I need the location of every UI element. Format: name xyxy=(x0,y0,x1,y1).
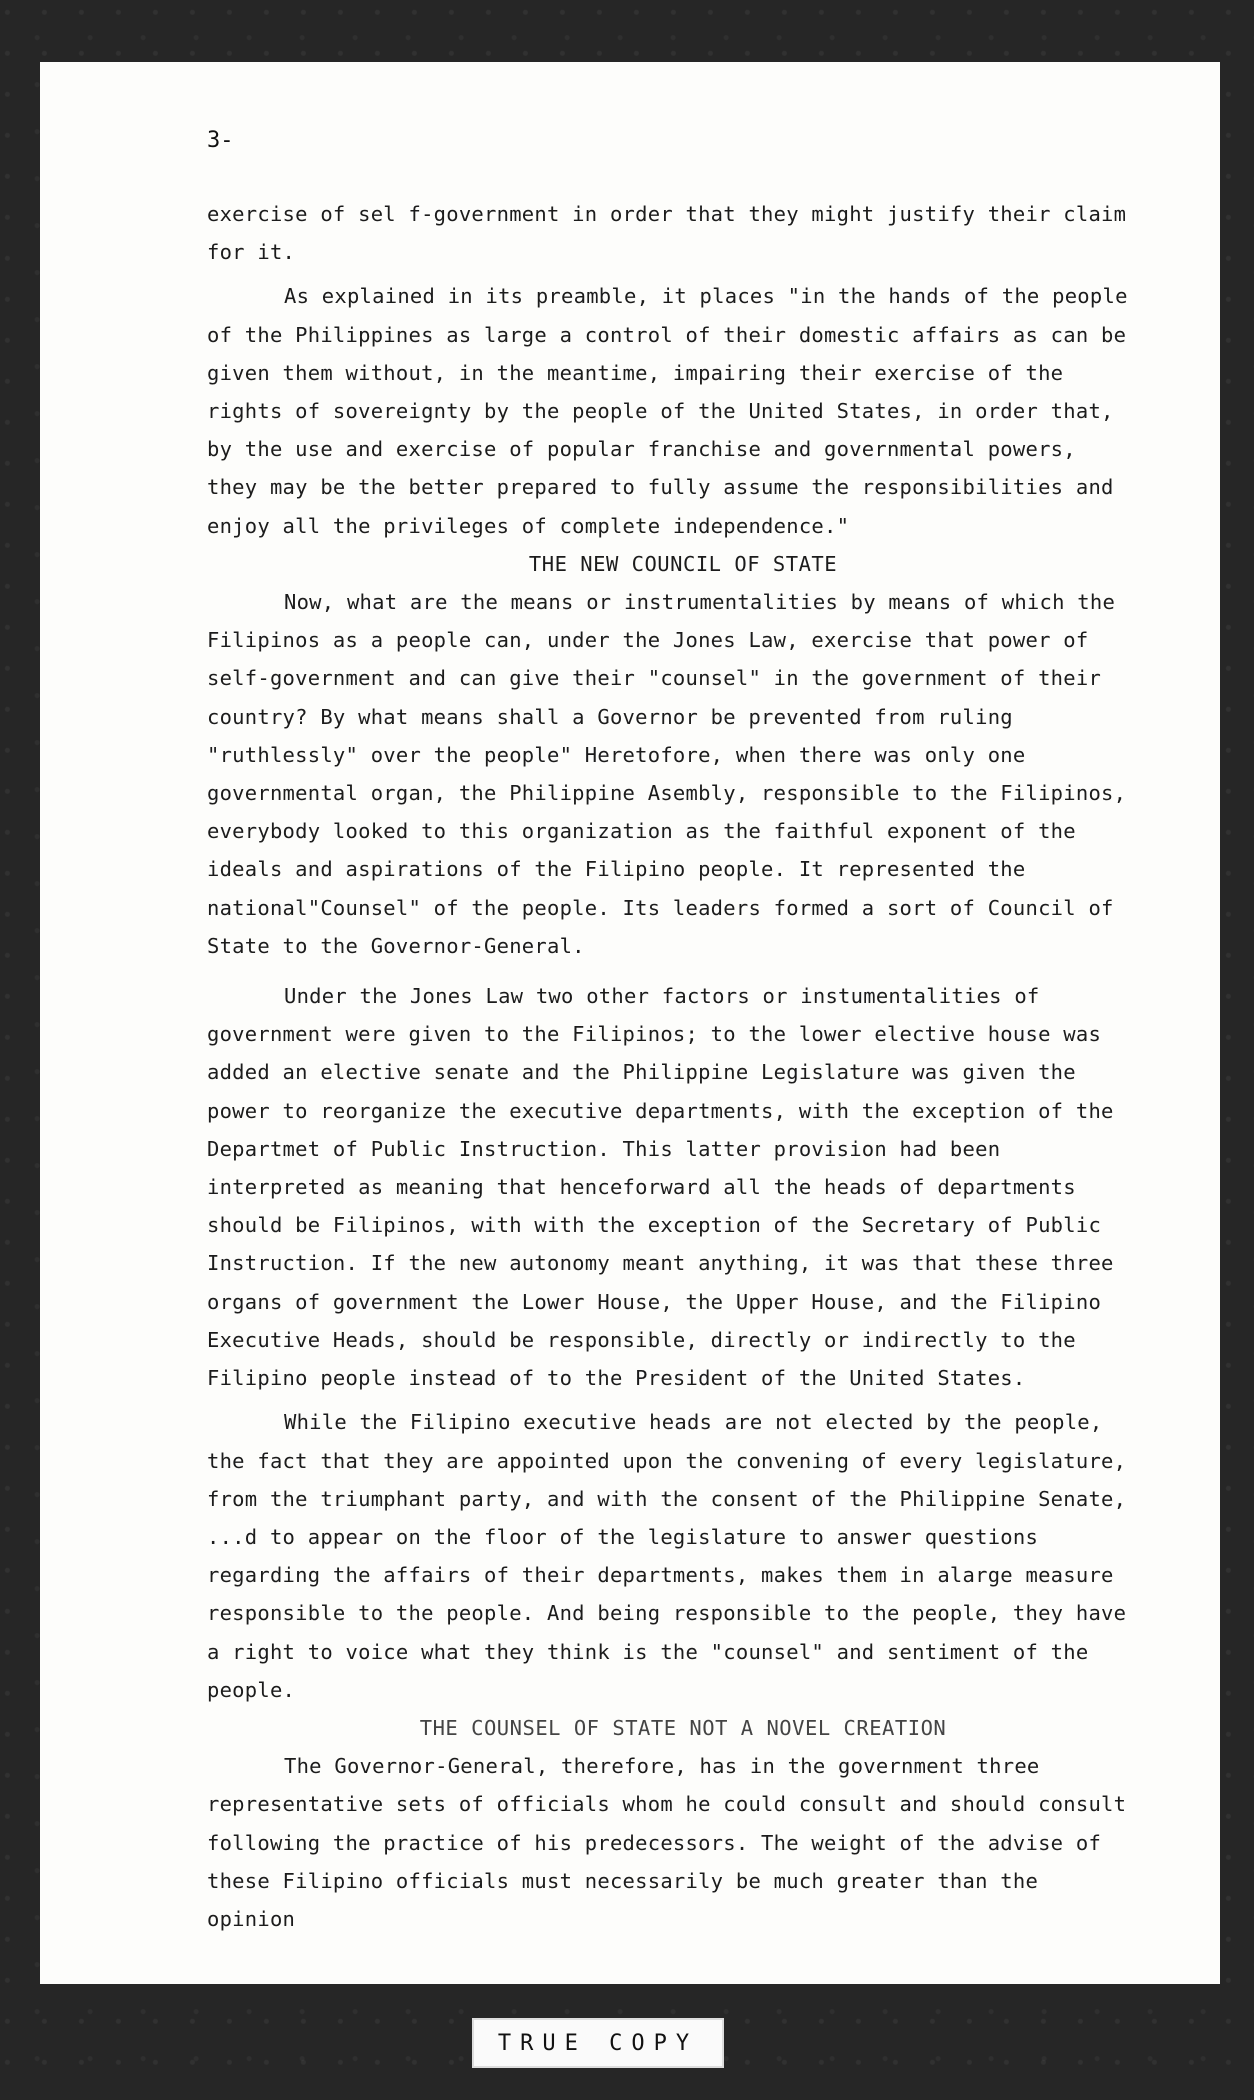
paragraph-governor-general: The Governor-General, therefore, has in the government three representative sets of officials whom he could consult and should consult following the practice of his predecessors. The weight of the advise of these Filipino officials must necessarily be much greater than the opinion xyxy=(207,1754,1127,1931)
page-number: 3- xyxy=(207,128,234,153)
paragraph-preamble: As explained in its preamble, it places "in the hands of the people of the Philippines as large a control of their domestic affairs as can be given them without, in the meantime, impairing their exercise of the rights of sovereignty by the people of the United States, in order that, by the use and exercise of popular franchise and governmental powers, they may be the better prepared to fully assume the responsibilities and enjoy all the privileges of complete independence." xyxy=(207,284,1128,538)
section-heading-counsel: THE COUNSEL OF STATE NOT A NOVEL CREATION xyxy=(419,1715,947,1740)
paragraph-jones-law: Under the Jones Law two other factors or instumentalities of government were given to the Filipinos; to the lower elective house was added an elective senate and the Philippine Legislature was given the power to reorganize the executive departments, with the exception of the Departmet of Public Instruction. This latter provision had been interpreted as meaning that henceforward all the heads of departments should be Filipinos, with with the exception of the Secretary of Public Instruction. If the new autonomy meant anything, it was that these three organs of government the Lower House, the Upper House, and the Filipino Executive Heads, should be responsible, directly or indirectly to the Filipino people instead of to the President of the United States. xyxy=(207,984,1114,1391)
true-copy-stamp: TRUE COPY xyxy=(472,2018,724,2068)
document-body xyxy=(207,195,1129,1938)
paragraph-means: Now, what are the means or instrumentalities by means of which the Filipinos as a people can, under the Jones Law, exercise that power of self-government and can give their "counsel" in the government of their country? By what means shall a Governor be prevented from ruling "ruthlessly" over the people" Heretofore, when there was only one governmental organ, the Philippine Asembly, responsible to the Filipinos, everybody looked to this organization as the faithful exponent of the ideals and aspirations of the Filipino people. It represented the national"Counsel" of the people. Its leaders formed a sort of Council of State to the Governor-General. xyxy=(207,590,1127,958)
paragraph-continuation: exercise of sel f-government in order that they might justify their claim for it. xyxy=(207,202,1127,265)
paragraph-executive-heads: While the Filipino executive heads are not elected by the people, the fact that they are appointed upon the convening of every legislature, from the triumphant party, and with the consent of the Philippine Senate, ...d to appear on the floor of the legislature to answer questions regarding the affairs of their departments, makes them in alarge measure responsible to the people. And being responsible to the people, they have a right to voice what they think is the "counsel" and sentiment of the people. xyxy=(207,1410,1127,1702)
section-heading-council: THE NEW COUNCIL OF STATE xyxy=(528,551,838,576)
